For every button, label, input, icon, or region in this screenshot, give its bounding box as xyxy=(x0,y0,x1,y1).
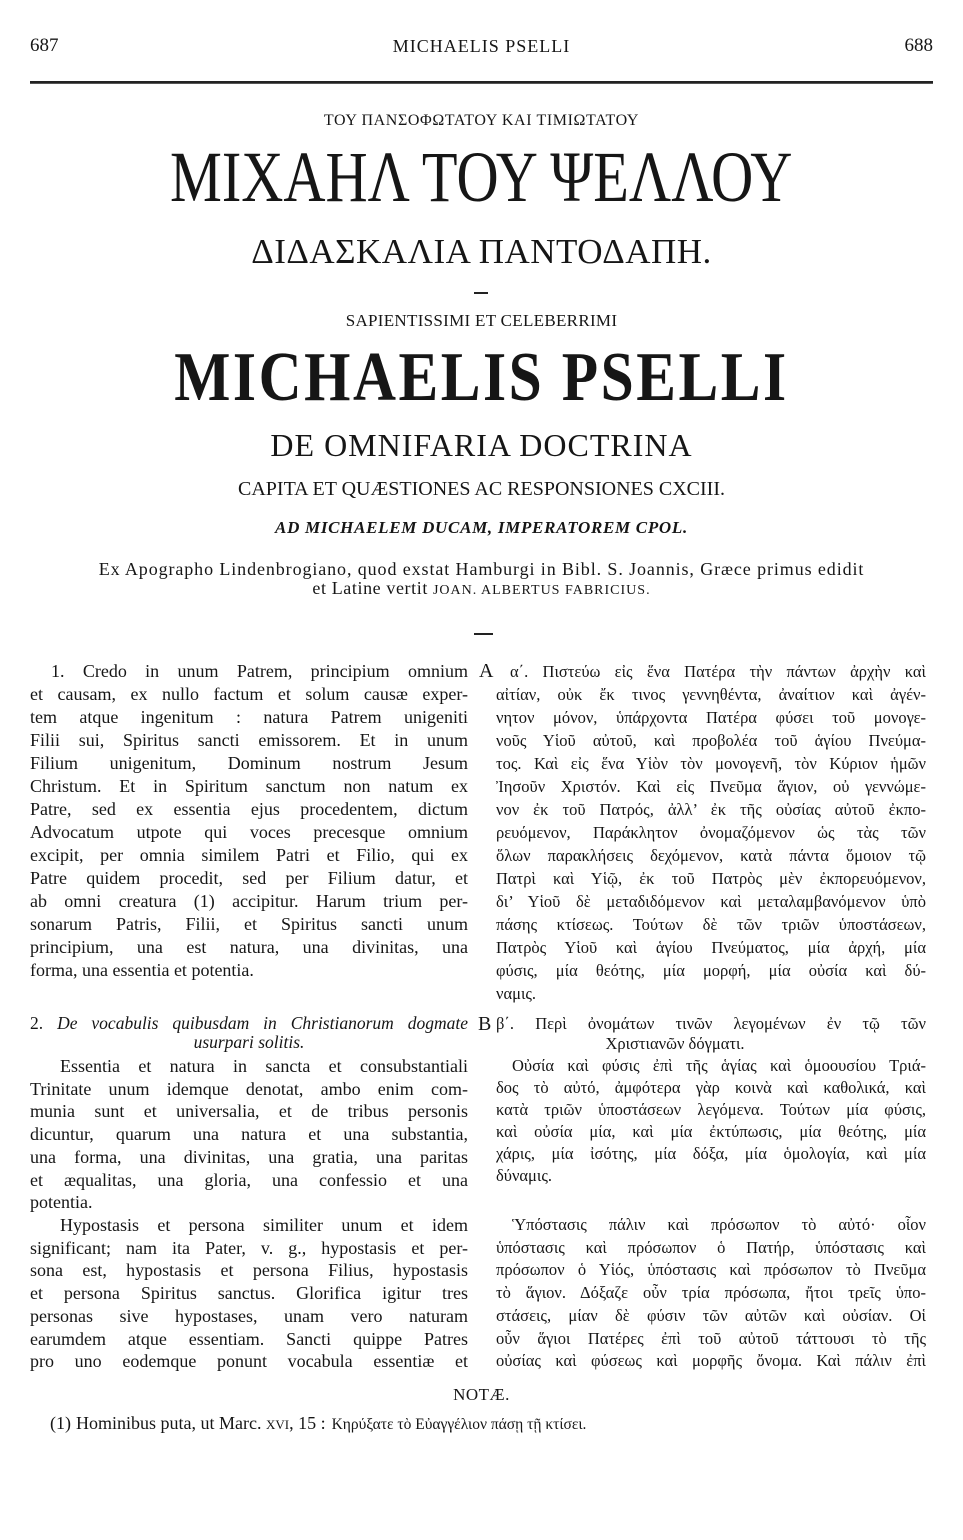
greek-text-line: οὖν ἅγιοι Πατέρες ἐπὶ τοῦ αὐτοῦ τάττουσι τὸ τῆς xyxy=(496,1328,926,1348)
heading-title: De vocabulis quibusdam in Christianorum dogmate xyxy=(57,1013,468,1033)
title-source-line-2 xyxy=(0,578,963,601)
greek-text-line: Πατρὸς Υἱοῦ καὶ ἁγίου Πνεύματος, μία ἀρχή, μία xyxy=(496,938,926,957)
latin-chapter-2-heading xyxy=(30,1014,468,1052)
column-marker-b: B xyxy=(478,1013,492,1035)
latin-text-line: ab omni creatura (1) accipitur. Harum trium per- xyxy=(30,891,468,911)
latin-text-line: significant; nam ita Pater, v. g., hypostasis et per- xyxy=(30,1237,468,1258)
heading-line: Χριστιανῶν δόγματι. xyxy=(605,1034,745,1053)
latin-text-line: Filii sui, Spiritus sancti emissorem. Et in unum xyxy=(30,730,468,750)
notes-heading: NOTÆ. xyxy=(453,1385,510,1404)
latin-text-line: dicuntur, quarum una natura et una substantia, xyxy=(30,1124,468,1145)
heading-number: 2. xyxy=(30,1013,44,1033)
greek-chapter-1 xyxy=(496,660,926,1005)
running-title: MICHAELIS PSELLI xyxy=(392,36,571,56)
greek-text-line: καὶ οὐσία μία, καὶ μία ἐκτύπωσις, μία θεότης, μία xyxy=(496,1122,926,1141)
greek-text-line: πάσης κτίσεως. Τούτων δὲ τῶν τριῶν ὑποστάσεων, xyxy=(496,915,926,934)
latin-text-line: munia sunt et universalia, et de tribus personis xyxy=(30,1101,468,1122)
greek-text-line: δος τὸ αὐτό, ἀμφότερα γὰρ κοινὰ καὶ καθολικά, καὶ xyxy=(496,1078,926,1097)
footnote-greek: Κηρύξατε τὸ Εὐαγγέλιον πάσῃ τῇ κτίσει. xyxy=(331,1416,587,1433)
title-latin-epithet: SAPIENTISSIMI ET CELEBERRIMI xyxy=(345,311,618,330)
greek-text-line: ρευόμενον, Παράκλητον ὀνομαζόμενον ὡς τὰς τῶν xyxy=(496,823,926,842)
latin-text-line: pro uno eodemque ponunt vocabula essentiæ et xyxy=(30,1351,468,1372)
heading-line xyxy=(30,1014,468,1033)
title-greek-work: ΔΙΔΑΣΚΑΛΙΑ ΠΑΝΤΟΔΑΠΗ. xyxy=(251,232,712,271)
greek-text-line: α΄. Πιστεύω εἰς ἕνα Πατέρα τὴν πάντων ἀρχὴν καὶ xyxy=(510,662,926,681)
latin-text-line: personas sive hypostases, unam vero naturam xyxy=(30,1305,468,1326)
latin-text-line: sonarum Patris, Filii, et Spiritus sancti unum xyxy=(30,914,468,934)
greek-text-line: τὸ ἅγιον. Δόξαζε οὖν τρία πρόσωπα, ἤτοι τρεῖς ὑπο- xyxy=(496,1283,926,1303)
greek-text-line: πρόσωπον ὁ Υἱός, ὑπόστασις καὶ πρόσωπον τὸ Πνεῦμα xyxy=(496,1260,926,1280)
latin-text-line: una forma, una divinitas, una gratia, una paritas xyxy=(30,1146,468,1167)
footnote-latin: Hominibus puta, ut Marc. xyxy=(76,1413,262,1433)
latin-text-line: Hypostasis et persona similiter unum et idem xyxy=(60,1215,468,1235)
greek-text-line: ὅλων παρακλήσεις δεχόμενον, κατὰ πάντα ὅμοιον τῷ xyxy=(496,846,926,865)
page-number-right: 688 xyxy=(904,35,933,56)
greek-text-line: χάρις, μία ἰσότης, μία δόξα, μία ὁμολογία, καὶ μία xyxy=(496,1144,926,1163)
greek-text-line: δι’ Υἱοῦ δὲ μεταδιδόμενον καὶ μεταλαμβανόμενον ὑπὸ xyxy=(496,892,926,911)
latin-text-line: Patre quidem procedit, sed per Filium datur, et xyxy=(30,868,468,888)
greek-text-line: δύναμις. xyxy=(496,1166,552,1185)
latin-text-line: Patre, sed ex essentia ejus procedentem, dictum xyxy=(30,799,468,819)
title-latin-subtitle: CAPITA ET QUÆSTIONES AC RESPONSIONES CXCIII. xyxy=(238,478,725,500)
greek-text-line: νον ἐκ τοῦ Πατρός, ἀλλ’ ἐκ τῆς οὐσίας αὐτοῦ ἐκπο- xyxy=(496,800,926,819)
greek-text-line: οὐσίας καὶ φύσεως καὶ μορφῆς ὄνομα. Καὶ πάλιν ἐπὶ xyxy=(496,1351,926,1371)
title-greek-epithet: ΤΟΥ ΠΑΝΣΟΦΩΤΑΤΟΥ ΚΑΙ ΤΙΜΙΩΤΑΤΟΥ xyxy=(323,112,640,129)
greek-text-line: φύσις, μία θεότης, μία μορφή, μία οὐσία καὶ δύ- xyxy=(496,961,926,980)
latin-text-line: excipit, per omnia similem Patri et Filio, qui ex xyxy=(30,845,468,865)
greek-text-line: νητον μόνον, ὑπάρχοντα Πατέρα φύσει τοῦ μονογε- xyxy=(496,708,926,727)
greek-text-line: ναμις. xyxy=(496,984,537,1003)
latin-text-line: principium, una est natura, una divinitas, una xyxy=(30,937,468,957)
greek-text-line: αἰτίαν, οὐκ ἔκ τινος γεννηθέντα, ἀναίτιον καὶ ἀγέν- xyxy=(496,685,926,704)
greek-text-line: ὑπόστασις καὶ πρόσωπον ὁ Πατήρ, ὑπόστασις καὶ xyxy=(496,1237,926,1257)
title-latin-author xyxy=(0,340,963,416)
latin-text-line: Essentia et natura in sancta et consubstantiali xyxy=(60,1056,468,1076)
column-marker-a: A xyxy=(479,660,494,682)
title-latin-work: DE OMNIFARIA DOCTRINA xyxy=(270,427,693,463)
title-greek-author-text: ΜΙΧΑΗΛ ΤΟΥ ΨΕΛΛΟΥ xyxy=(170,137,793,217)
heading-line: usurpari solitis. xyxy=(193,1032,305,1052)
greek-text-line: κατὰ τριῶν ὑποστάσεων λεγόμενα. Τούτων μία φύσις, xyxy=(496,1100,926,1119)
greek-text-line: Πατρὶ καὶ Υἱῷ, ἐκ τοῦ Πατρὸς μὲν ἐκπορευόμενον, xyxy=(496,869,926,888)
latin-paragraph xyxy=(30,1055,468,1214)
latin-text-line: Trinitate unum idemque denotat, ambo enim com- xyxy=(30,1078,468,1099)
latin-text-line: 1. Credo in unum Patrem, principium omnium xyxy=(51,661,468,681)
latin-text-line: sona est, hypostasis et persona Filius, hypostasis xyxy=(30,1260,468,1281)
greek-text-line: στάσεις, μίαν δὲ φύσιν τῶν αὐτῶν καὶ οὐσίαν. Οἱ xyxy=(496,1305,926,1325)
greek-text-line: Οὐσία καὶ φύσις ἐπὶ τῆς ἁγίας καὶ ὁμοουσίου Τριά- xyxy=(512,1056,926,1075)
latin-text-line: et persona Spiritus sanctus. Glorifica igitur tres xyxy=(30,1283,468,1304)
page-number-left: 687 xyxy=(30,35,59,56)
heading-line: β΄. Περὶ ὀνομάτων τινῶν λεγομένων ἐν τῷ τῶν xyxy=(496,1014,926,1033)
header-rule xyxy=(30,81,933,84)
footnote xyxy=(50,1412,930,1436)
title-ornament-dash xyxy=(474,292,488,294)
greek-text-line: νοῦς Υἱοῦ αὐτοῦ, καὶ προβολέα τοῦ ἁγίου Πνεύμα- xyxy=(496,731,926,750)
greek-chapter-2-heading xyxy=(496,1014,926,1054)
latin-text-line: Christum. Et in Spiritum sanctum non natum ex xyxy=(30,776,468,796)
latin-text-line: Filium unigenitum, Dominum nostrum Jesum xyxy=(30,753,468,773)
latin-chapter-1 xyxy=(30,660,468,982)
latin-text-line: earumdem atque essentiam. Sancti quippe Patres xyxy=(30,1328,468,1349)
title-source-text: et Latine vertit xyxy=(312,578,428,598)
title-latin-author-text: MICHAELIS PSELLI xyxy=(174,339,789,416)
latin-text-line: potentia. xyxy=(30,1192,93,1213)
title-source-line: Ex Apographo Lindenbrogiano, quod exstat Hamburgi in Bibl. S. Joannis, Græce primus edidit xyxy=(98,559,865,579)
latin-text-line: tem atque ingenitum : natura Patrem unigeniti xyxy=(30,707,468,727)
title-greek-author xyxy=(0,137,963,217)
footnote-marker: (1) xyxy=(50,1413,71,1433)
latin-text-line: Advocatum utpote qui voces precesque omnium xyxy=(30,822,468,842)
latin-text-line: et æqualitas, una gloria, una confessio et una xyxy=(30,1169,468,1190)
latin-paragraph xyxy=(30,1214,468,1373)
greek-text-line: τος. Καὶ εἰς ἕνα Υἱὸν τὸν μονογενῆ, τὸν Κύριον ἡμῶν xyxy=(496,754,926,773)
title-dedication: AD MICHAELEM DUCAM, IMPERATOREM CPOL. xyxy=(275,518,688,537)
footnote-reference: xvi, 15 : xyxy=(265,1413,326,1433)
latin-text-line: et causam, ex nullo factum et solum causæ exper- xyxy=(30,684,468,704)
greek-text-line: Ἰησοῦν Χριστόν. Καὶ εἰς Πνεῦμα ἅγιον, οὐ γεννώμε- xyxy=(496,777,926,796)
greek-paragraph xyxy=(496,1214,926,1373)
greek-text-line: Ὑπόστασις πάλιν καὶ πρόσωπον τὸ αὐτό· οἷον xyxy=(512,1215,926,1234)
greek-paragraph xyxy=(496,1055,926,1187)
editor-name: JOAN. ALBERTUS FABRICIUS. xyxy=(432,583,651,598)
section-divider xyxy=(474,633,493,635)
latin-text-line: forma, una essentia et potentia. xyxy=(30,960,254,980)
